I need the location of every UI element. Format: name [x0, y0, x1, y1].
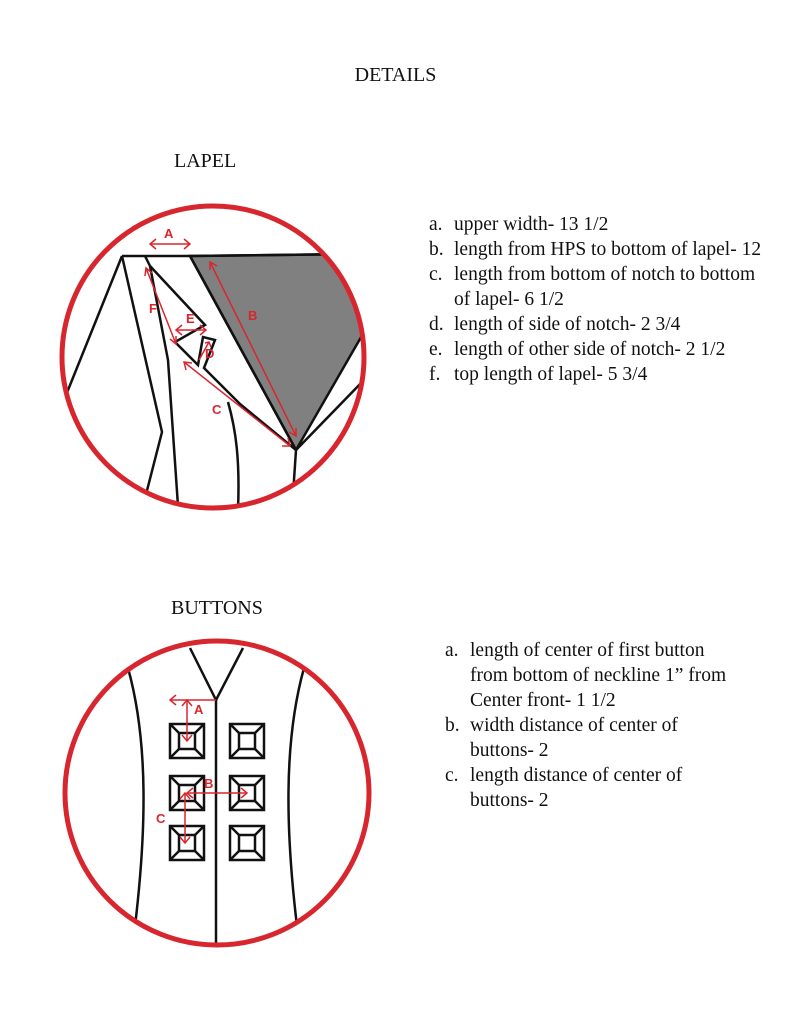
list-item: c. length distance of center of buttons- 2 — [445, 765, 683, 811]
label-e: E — [186, 311, 195, 326]
buttons-spec-list — [445, 638, 745, 813]
list-item: b. width distance of center of buttons- 2 — [445, 715, 678, 761]
label-f: F — [149, 301, 157, 316]
buttons-label-a: A — [194, 702, 204, 717]
button — [230, 826, 264, 860]
buttons-diagram — [0, 620, 420, 950]
list-item: e. length of other side of notch- 2 1/2 — [429, 339, 726, 360]
label-c: C — [212, 402, 222, 417]
left-front-edge — [60, 256, 122, 410]
label-b: B — [248, 308, 258, 323]
front-curve — [228, 402, 239, 510]
left-side-seam — [128, 668, 144, 950]
list-item: f. top length of lapel- 5 3/4 — [429, 364, 648, 385]
lapel-spec-list — [429, 212, 769, 387]
button — [170, 826, 204, 860]
list-item: a. length of center of first button from bottom of neckline 1” from Center front- 1 1/2 — [445, 640, 727, 711]
list-item: c. length from bottom of notch to bottom of lapel- 6 1/2 — [429, 264, 756, 310]
label-d: D — [205, 346, 215, 361]
list-item: a. upper width- 13 1/2 — [429, 214, 609, 235]
center-front-line — [292, 450, 296, 510]
right-side-seam — [288, 668, 304, 950]
collar-outline — [190, 254, 362, 256]
lapel-section-title: LAPEL — [174, 150, 237, 172]
label-a: A — [164, 226, 174, 241]
neckline — [190, 648, 243, 700]
lapel-drawing — [60, 254, 364, 510]
buttons-label-c: C — [156, 811, 166, 826]
lapel-inner-line — [145, 256, 150, 266]
list-item: b. length from HPS to bottom of lapel- 12 — [429, 239, 762, 260]
buttons-measurements — [170, 695, 247, 843]
buttons-section-title: BUTTONS — [171, 597, 263, 619]
buttons-drawing — [128, 648, 304, 950]
collar-shading — [190, 254, 364, 450]
buttons-label-b: B — [204, 776, 214, 791]
list-item: d. length of side of notch- 2 3/4 — [429, 314, 681, 335]
button — [230, 724, 264, 758]
page-title: DETAILS — [354, 64, 437, 86]
